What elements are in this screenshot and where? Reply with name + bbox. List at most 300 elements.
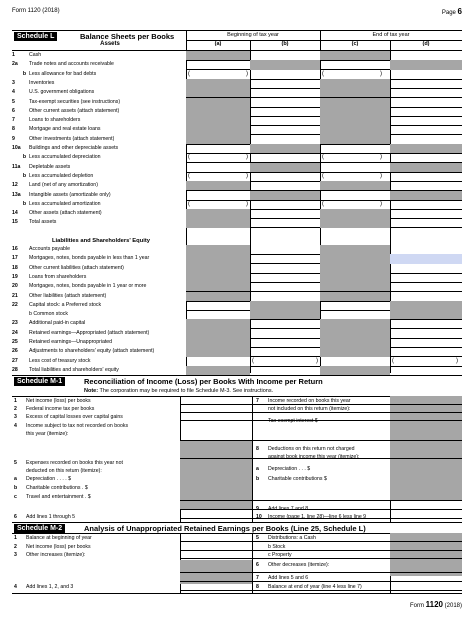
amount-field[interactable] [390,200,462,209]
amount-field[interactable] [250,79,320,88]
line-label: Mortgage and real estate loans [29,126,101,133]
line-label: Less accumulated depreciation [29,154,101,161]
parenthesis-mark: ) [246,200,248,207]
line-number: c [14,494,17,500]
col-b: (b) [281,41,289,47]
line-number: 4 [14,584,17,590]
table-row [12,301,186,310]
line-number: 14 [12,210,18,217]
shaded-cell [390,144,462,153]
line-number: 1 [14,398,17,404]
amount-field[interactable] [250,181,320,190]
line-label: Other liabilities (attach statement) [29,292,107,299]
line-number: 3 [14,414,17,420]
amount-field[interactable] [186,144,250,153]
amount-field[interactable] [320,153,390,162]
line-number: 24 [12,329,18,336]
line-number: b [14,485,18,491]
amount-field[interactable] [250,98,320,107]
line-number: 28 [12,366,18,373]
amount-field[interactable] [390,107,462,116]
amount-field[interactable] [250,338,320,347]
table-row [12,172,186,181]
amount-field[interactable] [390,319,462,328]
amount-field[interactable] [390,125,462,134]
line-number: 2 [14,406,17,412]
line-number: 9 [12,135,15,142]
table-row [12,51,186,60]
line-item [256,476,327,483]
line-label: Buildings and other depreciable assets [29,145,119,151]
amount-field[interactable] [320,172,390,181]
table-row [12,310,186,319]
amount-field[interactable] [320,144,390,153]
line-label: U.S. government obligations [29,89,95,96]
shaded-cell [186,338,250,347]
line-label: b Common stock [29,311,68,318]
amount-field[interactable] [320,310,390,319]
col-group-beginning: Beginning of tax year [227,32,279,38]
col-group-end: End of tax year [372,32,410,38]
amount-field[interactable] [320,70,390,79]
parenthesis-mark: ) [246,172,248,179]
shaded-cell [186,98,250,107]
parenthesis-mark: ) [380,70,382,77]
amount-field[interactable] [250,172,320,181]
line-label: Income recorded on books this year [268,398,351,404]
table-row [12,153,186,162]
amount-field[interactable] [186,357,250,366]
amount-field[interactable] [186,163,250,172]
line-label: Income (page 1, line 28)—line 6 less line 9 [268,514,367,520]
line-label: Trade notes and accounts receivable [29,61,114,68]
line-number: 26 [12,348,18,355]
amount-field[interactable] [390,338,462,347]
shaded-cell [186,254,250,263]
line-label: Net income (loss) per books [26,398,91,404]
amount-field[interactable] [186,191,250,200]
line-label: Cash [29,52,42,58]
amount-field[interactable] [390,347,462,356]
table-row [12,144,186,153]
amount-field[interactable] [390,51,462,60]
line-label: Retained earnings—Appropriated (attach statement) [29,329,150,336]
line-number: 5 [14,460,17,466]
amount-field[interactable] [250,282,320,291]
parenthesis-mark: ( [188,172,190,179]
amount-field[interactable] [186,310,250,319]
line-number: 10 [256,514,262,520]
amount-field[interactable] [250,125,320,134]
amount-field[interactable] [390,135,462,144]
schedule-l-tag: Schedule L [14,32,57,41]
amount-field[interactable] [320,191,390,200]
amount-field[interactable] [250,200,320,209]
line-item [14,584,73,591]
amount-field[interactable] [250,329,320,338]
table-row [12,98,186,107]
schedule-m1-title: Reconciliation of Income (Loss) per Books With Income per Return [84,377,323,386]
line-number: 21 [12,292,18,299]
line-label: Less accumulated depletion [29,172,94,179]
line-label: Tax-exempt securities (see instructions) [29,98,121,105]
table-row [12,191,186,200]
amount-field[interactable] [320,200,390,209]
shaded-cell [250,191,320,200]
shaded-cell [320,319,390,328]
shaded-cell [320,125,390,134]
table-row [12,218,186,227]
line-label: b Stock [268,544,286,550]
amount-field[interactable] [250,292,320,301]
amount-field[interactable] [250,70,320,79]
parenthesis-mark: ( [392,357,394,364]
line-label: Depreciation . . . $ [268,466,311,472]
table-row [12,282,186,291]
amount-field[interactable] [250,107,320,116]
table-row [12,245,186,254]
shaded-cell [186,51,250,60]
amount-field[interactable] [250,245,320,254]
amount-field[interactable] [186,200,250,209]
line-label: Charitable contributions $ [268,476,327,482]
shaded-cell [186,218,250,227]
line-label: Depletable assets [29,163,71,170]
amount-field[interactable] [390,153,462,162]
line-number: 1 [14,535,17,541]
line-label: Other current assets (attach statement) [29,107,120,114]
line-number: 8 [256,584,259,590]
line-number: a [14,476,17,482]
shaded-cell [390,60,462,69]
line-number: 7 [12,117,15,124]
amount-field[interactable] [250,116,320,125]
amount-field[interactable] [320,60,390,69]
line-label: Distributions: a Cash [268,535,316,541]
line-label: Balance at beginning of year [26,535,92,541]
shaded-cell [186,292,250,301]
table-row [12,209,186,218]
shaded-cell [320,292,390,301]
line-label: Loans from shareholders [29,273,87,280]
amount-field[interactable] [186,60,250,69]
table-row [12,135,186,144]
line-label: Mortgages, notes, bonds payable in 1 year or more [29,283,147,290]
amount-field[interactable] [390,264,462,273]
table-row [12,366,186,375]
shaded-cell [320,135,390,144]
shaded-cell [320,264,390,273]
shaded-cell [320,338,390,347]
parenthesis-mark: ( [322,172,324,179]
table-row [12,116,186,125]
line-label: Income subject to tax not recorded on books [26,423,129,429]
line-number: 9 [256,506,259,512]
line-label: Accounts payable [29,246,70,252]
amount-field[interactable] [250,218,320,227]
line-item [14,476,71,483]
line-label: Expenses recorded on books this year not [26,460,123,466]
amount-field[interactable] [390,245,462,254]
line-number: 18 [12,264,18,271]
amount-field[interactable] [186,301,250,310]
shaded-cell [320,273,390,282]
amount-field[interactable] [390,329,462,338]
line-number: 8 [256,446,259,452]
line-label: Add lines 1, 2, and 3 [26,584,74,590]
parenthesis-mark: ) [246,70,248,77]
line-label: Add lines 7 and 8 [268,506,309,512]
line-number: 5 [12,98,15,105]
shaded-cell [250,144,320,153]
line-number: 22 [12,301,18,308]
amount-field[interactable] [390,282,462,291]
table-row [12,88,186,97]
shaded-cell [186,79,250,88]
line-number: 13a [12,191,21,198]
highlighted-field[interactable] [390,254,462,263]
line-label: Mortgages, notes, bonds payable in less than 1 year [29,255,150,262]
line-number: 25 [12,339,18,345]
page-footer: Form 1120 (2018) [409,600,462,609]
schedule-m1-tag: Schedule M-1 [14,377,65,386]
shaded-cell [320,254,390,263]
line-item [14,535,92,542]
line-number: 2 [14,544,17,550]
line-number: 12 [12,182,18,189]
amount-field[interactable] [250,273,320,282]
line-item [14,485,88,492]
page-number: Page 6 [441,7,462,16]
parenthesis-mark: ( [252,357,254,364]
shaded-cell [186,347,250,356]
amount-field[interactable] [390,292,462,301]
line-number: 23 [12,320,18,327]
amount-field[interactable] [320,163,390,172]
amount-field[interactable] [250,319,320,328]
amount-field[interactable] [390,181,462,190]
line-number: a [256,466,259,472]
amount-field[interactable] [186,70,250,79]
shaded-cell [250,60,320,69]
line-number: 2a [12,61,18,68]
amount-field[interactable] [250,153,320,162]
amount-field[interactable] [320,301,390,310]
line-number: 15 [12,219,18,226]
shaded-cell [320,88,390,97]
shaded-cell [186,209,250,218]
amount-field[interactable] [390,79,462,88]
table-row [12,163,186,172]
amount-field[interactable] [250,254,320,263]
parenthesis-mark: ( [322,70,324,77]
line-item [14,514,75,521]
page-header [12,8,462,18]
line-label: Add lines 5 and 6 [268,575,309,581]
parenthesis-mark: ( [188,154,190,161]
line-label: Total liabilities and shareholders' equity [29,366,119,373]
amount-field[interactable] [186,153,250,162]
line-number: b [256,476,260,482]
shaded-cell [186,107,250,116]
line-label: Land (net of any amortization) [29,182,98,189]
amount-field[interactable] [390,172,462,181]
shaded-cell [186,125,250,134]
line-label: Additional paid-in capital [29,320,86,327]
shaded-cell [186,116,250,125]
line-label: Other current liabilities (attach statement) [29,264,124,271]
amount-field[interactable] [390,218,462,227]
parenthesis-mark: ( [322,154,324,161]
shaded-cell [320,116,390,125]
amount-field[interactable] [390,98,462,107]
line-number: 11a [12,163,21,170]
line-number: b [22,200,26,207]
parenthesis-mark: ) [456,357,458,364]
col-d: (d) [422,41,430,47]
line-item [14,552,85,559]
amount-field[interactable] [390,366,462,375]
line-label: Capital stock: a Preferred stock [29,301,102,308]
shaded-cell [320,347,390,356]
amount-field[interactable] [320,357,390,366]
line-number: 4 [12,89,15,96]
line-item [14,414,123,421]
line-number: 10a [12,145,21,151]
amount-field[interactable] [390,273,462,282]
line-label: Adjustments to shareholders' equity (attach statement) [29,348,155,355]
shaded-cell [250,163,320,172]
shaded-cell [250,301,320,310]
amount-field[interactable] [390,88,462,97]
assets-heading: Assets [100,41,120,47]
line-number: 27 [12,357,18,364]
shaded-cell [186,366,250,375]
liabilities-heading: Liabilities and Shareholders' Equity [52,238,151,244]
table-row [12,273,186,282]
parenthesis-mark: ( [188,70,190,77]
line-label: c Property [268,552,292,558]
amount-field[interactable] [250,347,320,356]
line-number: 19 [12,273,18,280]
line-number: b [22,172,26,179]
shaded-cell [186,319,250,328]
parenthesis-mark: ) [246,154,248,161]
line-number: 17 [12,255,18,262]
amount-field[interactable] [390,116,462,125]
line-label: Inventories [29,79,55,86]
line-number: 8 [12,126,15,133]
amount-field[interactable] [250,135,320,144]
line-label: Less cost of treasury stock [29,357,91,364]
line-number: 7 [256,398,259,404]
amount-field[interactable] [250,366,320,375]
line-label: not included on this return (itemize): [268,406,351,412]
line-item [256,466,310,473]
line-label: Balance at end of year (line 4 less line 7) [268,584,362,590]
line-number: 6 [12,107,15,114]
shaded-cell [390,301,462,310]
line-label: Federal income tax per books [26,406,95,412]
shaded-cell [390,163,462,172]
table-row [12,70,186,79]
amount-field[interactable] [390,209,462,218]
amount-field[interactable] [390,70,462,79]
line-label: Less allowance for bad debts [29,70,97,77]
table-row [12,181,186,190]
schedule-l-title: Balance Sheets per Books [80,32,175,41]
line-item [14,544,91,551]
schedule-m1-note: Note: The corporation may be required to file Schedule M-3. See instructions. [84,388,274,394]
table-row [12,79,186,88]
table-row [12,357,186,366]
parenthesis-mark: ( [188,200,190,207]
shaded-cell [320,366,390,375]
line-label: Other assets (attach statement) [29,210,102,217]
shaded-cell [390,310,462,319]
line-number: b [22,154,26,161]
table-row [12,200,186,209]
line-label: Tax-exempt interest $ [268,418,318,424]
table-row [12,254,186,263]
line-label: Travel and entertainment . $ [26,494,91,500]
shaded-cell [320,218,390,227]
line-label: Deductions on this return not charged [268,446,355,452]
amount-field[interactable] [250,88,320,97]
amount-field[interactable] [250,51,320,60]
line-item [256,562,329,569]
parenthesis-mark: ) [316,357,318,364]
shaded-cell [186,135,250,144]
line-number: 20 [12,283,18,290]
table-row [12,319,186,328]
line-label: deducted on this return (itemize): [26,468,102,474]
line-number: b [22,70,26,77]
schedule-m2-title: Analysis of Unappropriated Retained Earnings per Books (Line 25, Schedule L) [84,524,366,533]
col-c: (c) [351,41,359,47]
line-label: Total assets [29,219,57,226]
line-label: Other investments (attach statement) [29,135,115,142]
line-number: 16 [12,246,18,252]
col-a: (a) [214,41,222,47]
line-label: this year (itemize): [26,431,69,437]
table-row [12,329,186,338]
table-row [12,60,186,69]
amount-field[interactable] [390,357,462,366]
shaded-cell [186,329,250,338]
line-label: Add lines 1 through 5 [26,514,76,520]
line-label: Net income (loss) per books [26,544,91,550]
schedule-m2-tag: Schedule M-2 [14,524,65,533]
line-number: 4 [14,423,17,429]
parenthesis-mark: ) [380,154,382,161]
table-row [12,264,186,273]
line-label: Retained earnings—Unappropriated [29,339,113,345]
amount-field[interactable] [250,264,320,273]
line-number: 7 [256,575,259,581]
shaded-cell [320,107,390,116]
amount-field[interactable] [250,209,320,218]
amount-field[interactable] [186,172,250,181]
shaded-cell [186,245,250,254]
shaded-cell [186,264,250,273]
shaded-cell [320,209,390,218]
table-row [12,338,186,347]
amount-field[interactable] [250,357,320,366]
table-row [12,347,186,356]
shaded-cell [320,98,390,107]
parenthesis-mark: ( [322,200,324,207]
